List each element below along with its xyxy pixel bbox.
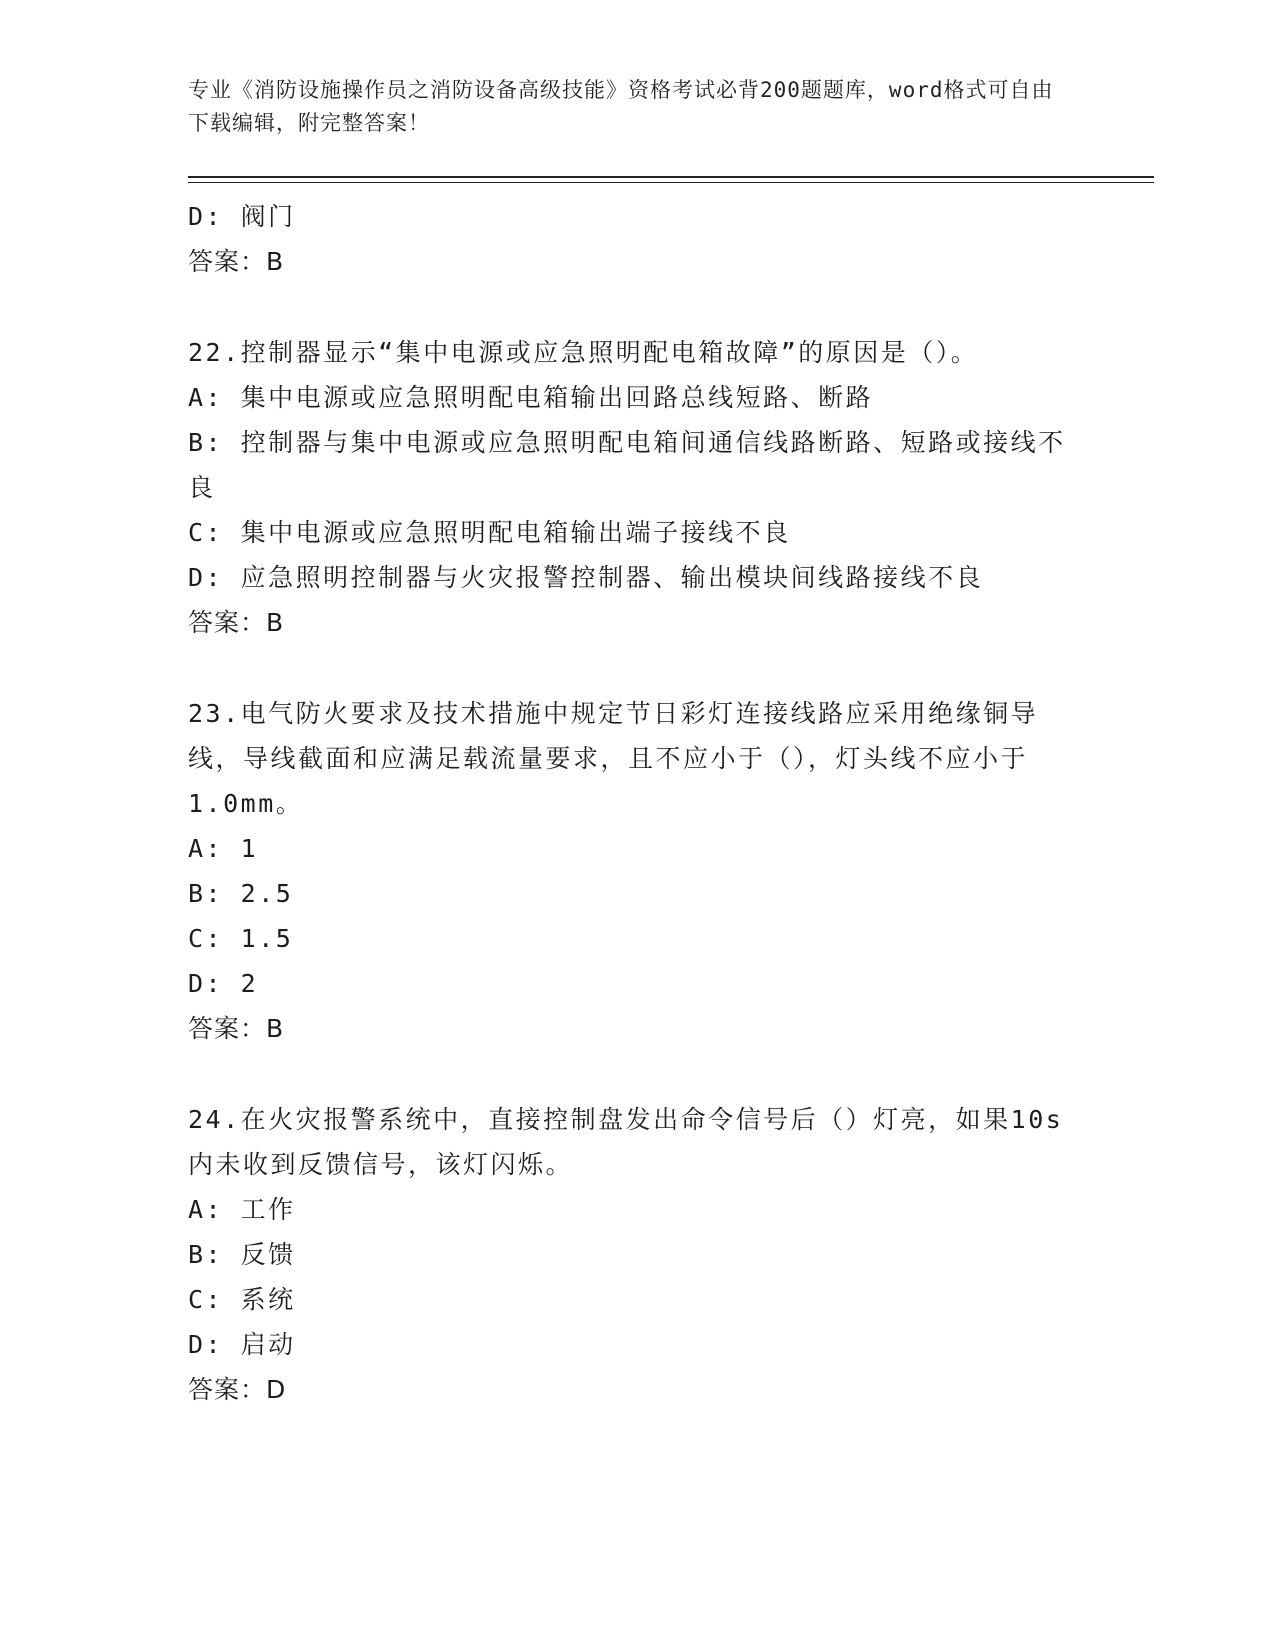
option-d: D: 2 bbox=[188, 969, 259, 998]
question-list bbox=[188, 194, 1068, 1412]
question-21-tail bbox=[188, 194, 1068, 284]
option-c: C: 系统 bbox=[188, 1285, 296, 1314]
spacer bbox=[188, 1051, 1068, 1097]
question-stem: 23.电气防火要求及技术措施中规定节日彩灯连接线路应采用绝缘铜导线，导线截面和应满足载流量要求，且不应小于（），灯头线不应小于1.0mm。 bbox=[188, 699, 1039, 818]
spacer bbox=[188, 645, 1068, 691]
question-22 bbox=[188, 330, 1068, 645]
option-b: B: 2.5 bbox=[188, 879, 294, 908]
question-stem: 22.控制器显示“集中电源或应急照明配电箱故障”的原因是（）。 bbox=[188, 338, 979, 367]
question-24 bbox=[188, 1097, 1068, 1412]
option-a: A: 1 bbox=[188, 834, 259, 863]
answer-line: 答案：B bbox=[188, 608, 285, 637]
answer-line: 答案：B bbox=[188, 247, 285, 276]
header-divider bbox=[188, 176, 1154, 178]
option-d: D: 阀门 bbox=[188, 202, 296, 231]
option-b: B: 控制器与集中电源或应急照明配电箱间通信线路断路、短路或接线不良 bbox=[188, 428, 1066, 502]
option-d: D: 启动 bbox=[188, 1330, 296, 1359]
question-stem: 24.在火灾报警系统中，直接控制盘发出命令信号后（）灯亮，如果10s内未收到反馈信号，该灯闪烁。 bbox=[188, 1105, 1064, 1179]
option-c: C: 集中电源或应急照明配电箱输出端子接线不良 bbox=[188, 518, 791, 547]
spacer bbox=[188, 284, 1068, 330]
option-c: C: 1.5 bbox=[188, 924, 294, 953]
header-divider-thin bbox=[188, 182, 1154, 183]
page-header: 专业《消防设施操作员之消防设备高级技能》资格考试必背200题题库，word格式可自由下载编辑，附完整答案！ bbox=[188, 78, 1054, 135]
answer-line: 答案：B bbox=[188, 1014, 285, 1043]
question-23 bbox=[188, 691, 1068, 1051]
option-a: A: 工作 bbox=[188, 1195, 296, 1224]
option-d: D: 应急照明控制器与火灾报警控制器、输出模块间线路接线不良 bbox=[188, 563, 984, 592]
option-a: A: 集中电源或应急照明配电箱输出回路总线短路、断路 bbox=[188, 383, 874, 412]
answer-line: 答案：D bbox=[188, 1375, 287, 1404]
option-b: B: 反馈 bbox=[188, 1240, 296, 1269]
